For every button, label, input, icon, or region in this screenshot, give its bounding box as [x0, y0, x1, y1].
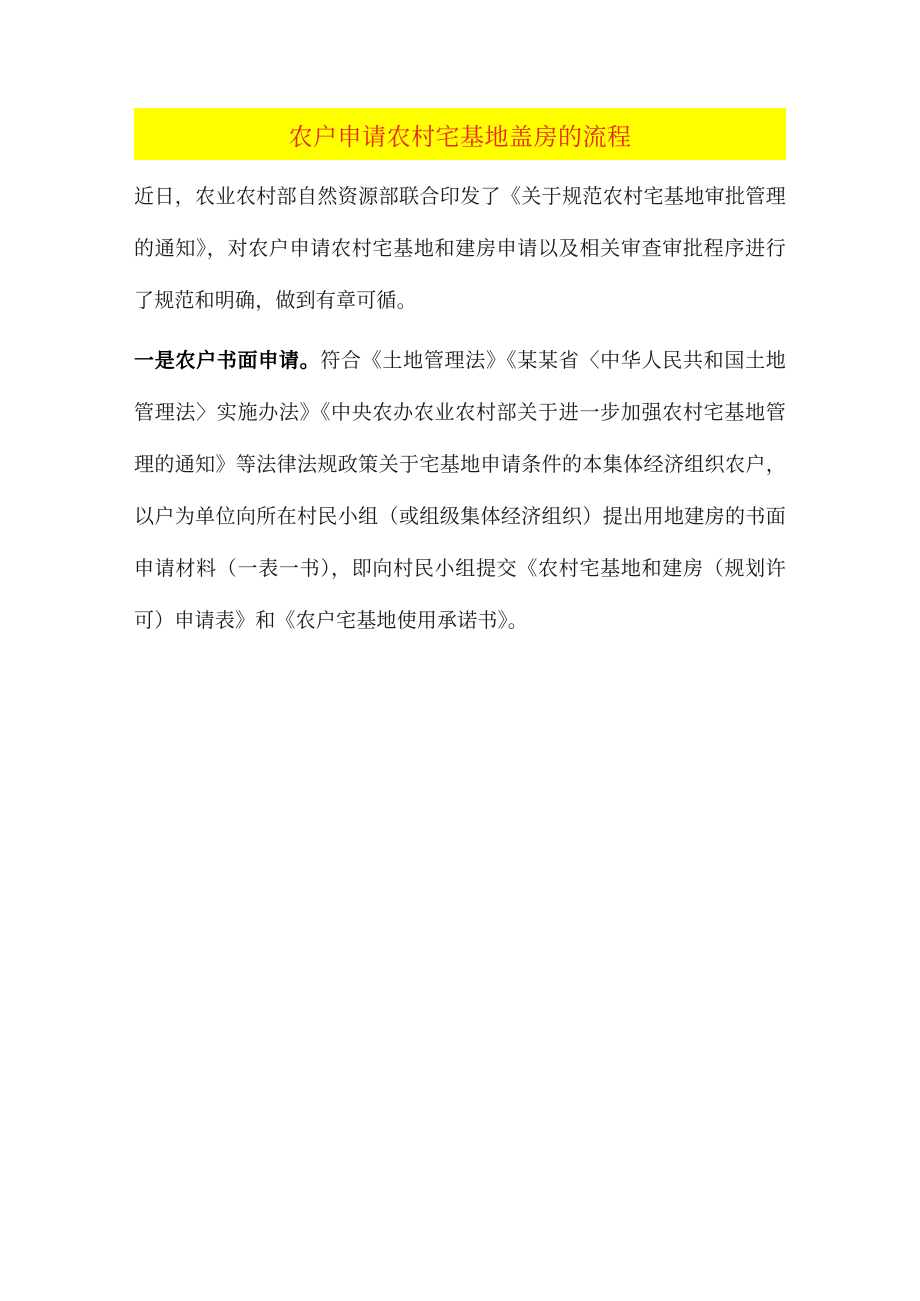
intro-paragraph: 近日，农业农村部自然资源部联合印发了《关于规范农村宅基地审批管理的通知》，对农户申请农村宅基地和建房申请以及相关审查审批程序进行了规范和明确，做到有章可循。	[134, 184, 786, 312]
section-1-lead: 一是农户书面申请。	[134, 348, 321, 372]
title-banner	[134, 108, 786, 160]
document-title: 农户申请农村宅基地盖房的流程	[288, 122, 632, 151]
section-1-paragraph	[134, 334, 786, 646]
section-1-body: 符合《土地管理法》《某某省〈中华人民共和国土地管理法〉实施办法》《中央农办农业农村部关于进一步加强农村宅基地管理的通知》等法律法规政策关于宅基地申请条件的本集体经济组织农户，以户为单位向所在村民小组（或组级集体经济组织）提出用地建房的书面申请材料（一表一书），即向村民小组提交《农村宅基地和建房（规划许可）申请表》和《农户宅基地使用承诺书》。	[134, 348, 786, 632]
